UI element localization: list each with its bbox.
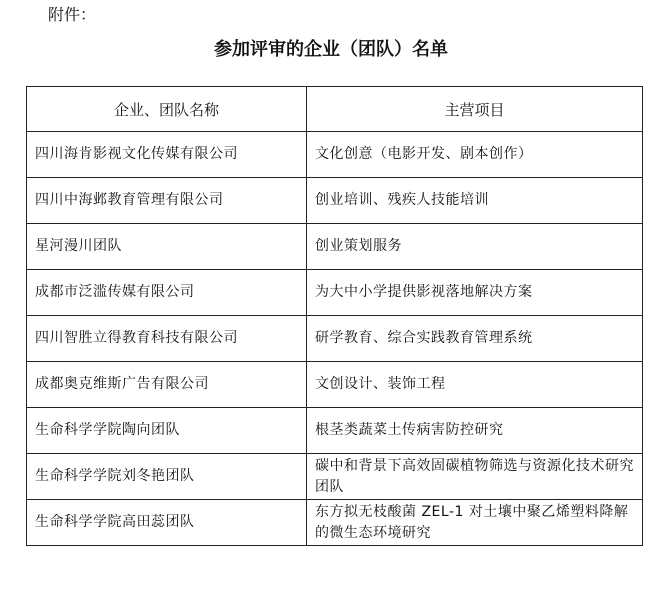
cell-name: 四川中海邺教育管理有限公司	[27, 178, 307, 224]
cell-name: 成都奥克维斯广告有限公司	[27, 362, 307, 408]
table-row	[27, 454, 643, 500]
cell-project: 文创设计、装饰工程	[307, 362, 643, 408]
cell-project: 研学教育、综合实践教育管理系统	[307, 316, 643, 362]
cell-name: 生命科学学院高田蕊团队	[27, 500, 307, 546]
attachment-label: 附件：	[48, 5, 97, 24]
table-header-row	[27, 87, 643, 132]
cell-project: 东方拟无枝酸菌 ZEL-1 对土壤中聚乙烯塑料降解的微生态环境研究	[307, 500, 643, 546]
table-row	[27, 178, 643, 224]
roster-table	[26, 86, 643, 546]
table-row	[27, 224, 643, 270]
cell-name: 四川海肯影视文化传媒有限公司	[27, 132, 307, 178]
table-row	[27, 270, 643, 316]
cell-name: 四川智胜立得教育科技有限公司	[27, 316, 307, 362]
cell-project: 为大中小学提供影视落地解决方案	[307, 270, 643, 316]
cell-project: 文化创意（电影开发、剧本创作）	[307, 132, 643, 178]
column-header-name: 企业、团队名称	[27, 87, 307, 132]
cell-name: 生命科学学院刘冬艳团队	[27, 454, 307, 500]
table-row	[27, 316, 643, 362]
cell-project: 创业策划服务	[307, 224, 643, 270]
table-row	[27, 500, 643, 546]
page-title: 参加评审的企业（团队）名单	[214, 39, 448, 60]
cell-project: 创业培训、残疾人技能培训	[307, 178, 643, 224]
table-row	[27, 362, 643, 408]
cell-name: 星河漫川团队	[27, 224, 307, 270]
table-row	[27, 408, 643, 454]
cell-name: 成都市泛滥传媒有限公司	[27, 270, 307, 316]
table-row	[27, 132, 643, 178]
column-header-project: 主营项目	[307, 87, 643, 132]
cell-project: 根茎类蔬菜土传病害防控研究	[307, 408, 643, 454]
cell-name: 生命科学学院陶向团队	[27, 408, 307, 454]
cell-project: 碳中和背景下高效固碳植物筛选与资源化技术研究团队	[307, 454, 643, 500]
